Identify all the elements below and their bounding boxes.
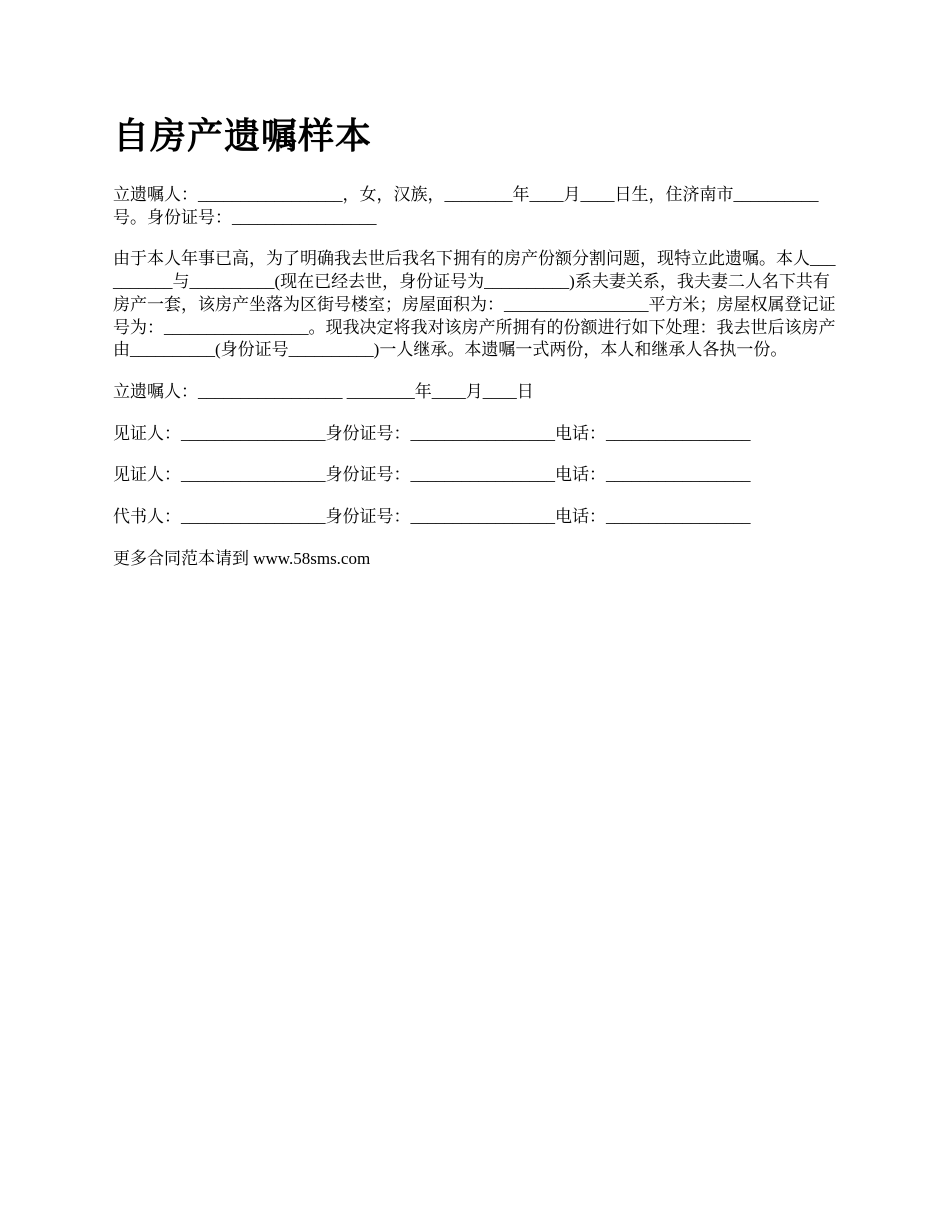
witness-line-1: 见证人：_________________身份证号：_________________电话：_________________: [113, 423, 751, 443]
scribe-line: 代书人：_________________身份证号：_________________电话：_________________: [113, 507, 751, 527]
witness-line-2: 见证人：_________________身份证号：_________________电话：_________________: [113, 465, 751, 485]
document-title: 自房产遗嘱样本: [113, 116, 373, 156]
will-body-paragraph: 由于本人年事已高，为了明确我去世后我名下拥有的房产份额分割问题，现特立此遗嘱。本人__________与__________(现在已经去世，身份证号为__________)系夫妻关系，我夫妻二人名下共有房产一套，该房产坐落为区街号楼室；房屋面积为：_________________平方米；房屋权属登记证号为：_________________。现我决定将我对该房产所拥有的份额进行如下处理：我去世后该房产由__________(身份证号__________)一人继承。本遗嘱一式两份，本人和继承人各执一份。: [113, 249, 836, 360]
testator-info-paragraph: 立遗嘱人：_________________，女，汉族，________年____月____日生，住济南市__________号。身份证号：_________________: [113, 185, 819, 227]
footer-text: 更多合同范本请到 www.58sms.com: [113, 548, 371, 568]
document-page: [113, 112, 843, 589]
testator-signature-line: 立遗嘱人：_________________ ________年____月____日: [113, 381, 534, 401]
